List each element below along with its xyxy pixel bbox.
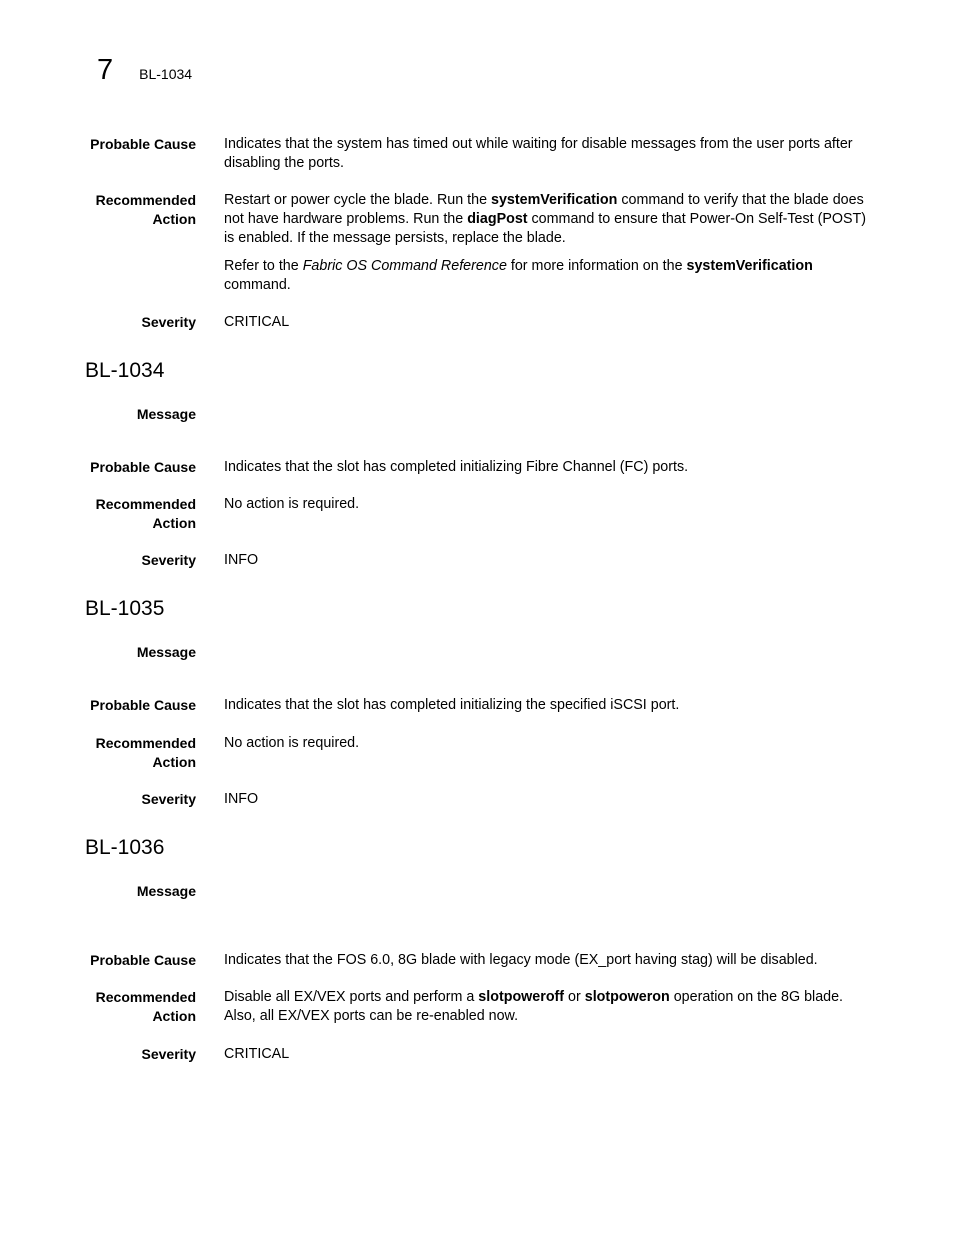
recommended-action-label: Recommended Action — [95, 989, 196, 1024]
recommended-action-text: No action is required. — [224, 496, 360, 512]
probable-cause-label: Probable Cause — [90, 952, 196, 968]
action-paragraph-1: Restart or power cycle the blade. Run the systemVerification command to verify that the blade does not have hardware problems. Run the diagPost command to ensure that Power-On Self-Test (POST) is enabled. If the message persists, replace the blade. — [224, 192, 867, 246]
action-paragraph-2: Refer to the Fabric OS Command Reference for more information on the systemVerification command. — [224, 258, 813, 293]
message-label: Message — [136, 883, 196, 899]
probable-cause-text: Indicates that the system has timed out while waiting for disable messages from the user ports after disabling the ports. — [224, 136, 853, 171]
recommended-action-label: Recommended Action — [95, 496, 196, 531]
recommended-action-label: Recommended Action — [95, 192, 196, 227]
chapter-number: 7 — [97, 54, 114, 86]
severity-value: CRITICAL — [224, 1046, 290, 1062]
probable-cause-text: Indicates that the FOS 6.0, 8G blade with legacy mode (EX_port having stag) will be disabled. — [224, 952, 818, 968]
command-slotpoweron: slotpoweron — [584, 989, 670, 1005]
severity-value: CRITICAL — [224, 314, 290, 330]
probable-cause-label: Probable Cause — [90, 697, 196, 713]
reference-title: Fabric OS Command Reference — [302, 258, 507, 274]
command-slotpoweroff: slotpoweroff — [478, 989, 565, 1005]
entry-heading-bl-1035: BL-1035 — [85, 597, 165, 620]
entry-heading-bl-1034: BL-1034 — [85, 359, 165, 382]
severity-label: Severity — [141, 314, 196, 330]
command-systemverification: systemVerification — [491, 192, 618, 208]
message-label: Message — [136, 644, 196, 660]
recommended-action-text: Disable all EX/VEX ports and perform a slotpoweroff or slotpoweron operation on the 8G blade. Also, all EX/VEX ports can be re-enabled now. — [224, 989, 844, 1024]
running-header-title: BL-1034 — [139, 66, 193, 82]
severity-label: Severity — [141, 1046, 196, 1062]
probable-cause-text: Indicates that the slot has completed initializing Fibre Channel (FC) ports. — [224, 459, 689, 475]
severity-value: INFO — [224, 791, 259, 807]
probable-cause-label: Probable Cause — [90, 459, 196, 475]
probable-cause-text: Indicates that the slot has completed initializing the specified iSCSI port. — [224, 697, 680, 713]
page-header — [97, 56, 192, 85]
severity-label: Severity — [141, 552, 196, 568]
probable-cause-label: Probable Cause — [90, 136, 196, 152]
entry-heading-bl-1036: BL-1036 — [85, 836, 165, 859]
recommended-action-text: No action is required. — [224, 735, 360, 751]
severity-label: Severity — [141, 791, 196, 807]
recommended-action-label: Recommended Action — [95, 735, 196, 770]
severity-value: INFO — [224, 552, 259, 568]
command-systemverification: systemVerification — [686, 258, 813, 274]
message-label: Message — [136, 406, 196, 422]
command-diagpost: diagPost — [467, 211, 528, 227]
recommended-action-text — [224, 191, 874, 304]
